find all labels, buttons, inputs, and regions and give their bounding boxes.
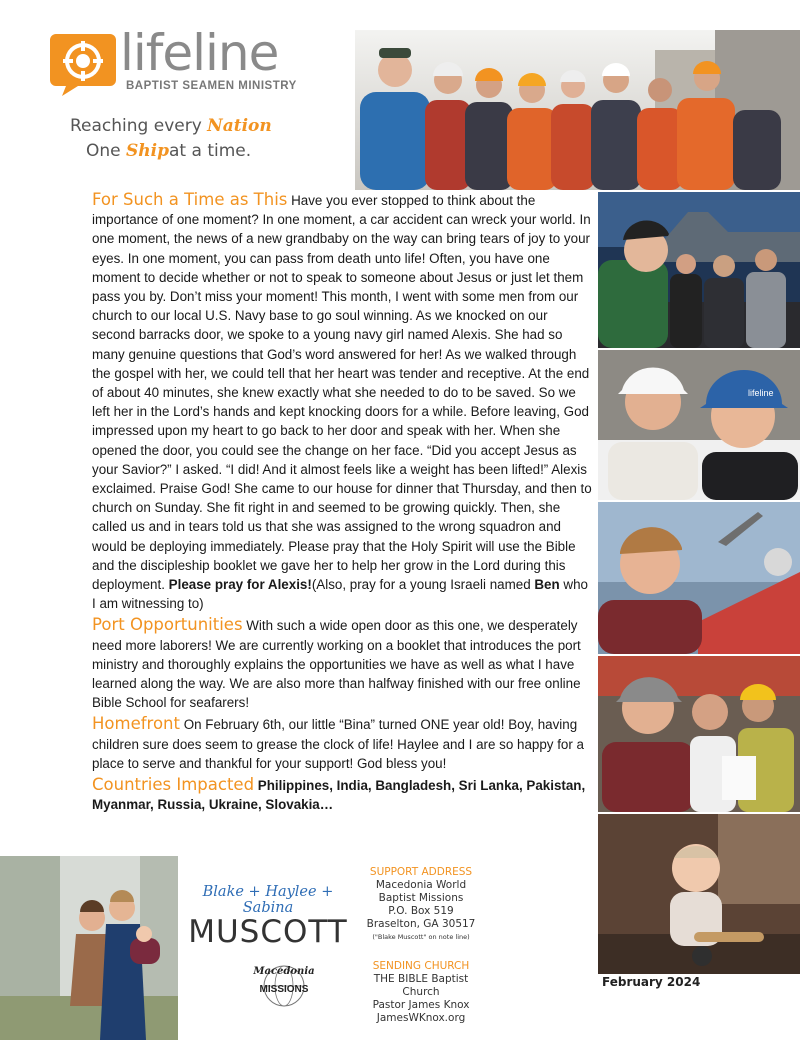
tagline-text: at a time.: [169, 141, 252, 161]
church-label: SENDING CHURCH: [372, 960, 470, 972]
tagline-highlight: Nation: [207, 116, 272, 136]
section-heading: Homefront: [92, 714, 180, 734]
ship-deck-selfie-photo: [598, 502, 800, 654]
family-photo: [0, 856, 178, 1040]
support-line: P.O. Box 519: [388, 905, 454, 917]
support-line: Braselton, GA 30517: [366, 918, 476, 930]
section-port-opportunities: [92, 615, 592, 712]
section-heading: For Such a Time as This: [92, 190, 288, 209]
macedonia-missions-logo: [244, 952, 324, 1012]
tagline-text: Reaching every: [70, 116, 208, 136]
first-names: Blake + Haylee + Sabina: [202, 884, 334, 916]
tagline-text: One: [86, 141, 127, 161]
section-body: who I am witnessing to): [92, 577, 588, 612]
church-line: Pastor James Knox: [372, 999, 470, 1011]
church-line: THE BIBLE Baptist Church: [373, 973, 469, 998]
hardhat-selfie-photo: [598, 350, 800, 500]
newsletter-article: [92, 190, 592, 817]
svg-text:lifeline: lifeline: [748, 388, 774, 398]
tagline: [70, 114, 272, 164]
section-body: On February 6th, our little “Bina” turned ONE year old! Boy, having children sure does seem to grease the clock of life! Haylee and I are so happy for a place to serve and thankful for your support! God bless you!: [92, 717, 585, 771]
support-note: ("Blake Muscott" on note line): [372, 933, 470, 941]
logo-subtitle: BAPTIST SEAMEN MINISTRY: [126, 80, 297, 92]
last-name: MUSCOTT: [188, 914, 348, 950]
lifeline-logo: [48, 24, 298, 100]
baby-photo: [598, 814, 800, 974]
support-label: SUPPORT ADDRESS: [369, 866, 473, 878]
section-heading: Countries Impacted: [92, 775, 255, 795]
mac-logo-missions: MISSIONS: [259, 984, 309, 995]
section-countries: [92, 775, 592, 814]
missionary-names: [178, 884, 358, 948]
support-address: [356, 866, 486, 944]
tagline-line-1: [70, 114, 272, 139]
issue-date: February 2024: [602, 975, 701, 989]
tagline-line-2: [70, 139, 272, 164]
navy-ship-selfie-photo: [598, 192, 800, 348]
support-line: Baptist Missions: [378, 892, 464, 904]
church-website: JamesWKnox.org: [376, 1012, 466, 1024]
mac-logo-script: Macedonia: [253, 966, 315, 977]
sending-church: [356, 960, 486, 1025]
logo-wordmark: lifeline: [120, 24, 279, 82]
section-body: With such a wide open door as this one, we desperately need more laborers! We are currently working on a booklet that introduces the port ministry and thoroughly explains the opportunities we have as well as what I have learned along the way. We are also more than halfway finished with our free online Bible School for seafarers!: [92, 618, 581, 711]
countries-list: Philippines, India, Bangladesh, Sri Lanka, Pakistan, Myanmar, Russia, Ukraine, Slovakia…: [92, 778, 586, 813]
section-body: Have you ever stopped to think about the importance of one moment? In one moment, a car accident can wreck your world. In one moment, the news of a new grandbaby on the way can bring tears of joy to your eyes. In one moment, you can pass from death unto life! Often, you have one moment to decide whether or not to speak to someone about Jesus or just let them pass you by. Don’t miss your moment! This month, I went with some men from our church to our local U.S. Navy base to go soul winning. As we knocked on our second barracks door, we spoke to a young navy girl named Alexis. She had so many genuine questions that God’s word answered for her! As we walked through the gospel with her, we could tell that her heart was tender and receptive. At the end of about 40 minutes, she knew exactly what she needed to do to be saved. So we left her in the Lord’s hands and kept knocking doors for a while. Before leaving, God impressed upon my heart to go back to her door and speak with her. When she opened the door, you could see the change on her face. “Did you accept Jesus as your Savior?” I asked. “I did! And it almost feels like a weight has been lifted!” Alexis exclaimed. Praise God! She came to our house for dinner that Thursday, and then to church on Sunday. She fit right in and seemed to be growing quickly. Then, she called us and in tears told us that she was assigned to the wrong squadron and would be deploying immediately. Please pray that the Holy Spirit will use the Bible and the discipleship booklet we gave her to help her grow in the Lord during this deployment.: [92, 193, 592, 593]
support-line: Macedonia World: [375, 879, 467, 891]
crew-group-photo: [355, 30, 800, 190]
tagline-highlight: Ship: [126, 141, 170, 161]
section-such-a-time: [92, 190, 592, 613]
section-body: (Also, pray for a young Israeli named: [311, 577, 535, 593]
lifebuoy-icon: [48, 30, 118, 98]
engine-room-crew-photo: [598, 656, 800, 812]
section-homefront: [92, 714, 592, 773]
name-bold: Ben: [534, 577, 560, 593]
prayer-request-bold: Please pray for Alexis!: [168, 577, 312, 593]
section-heading: Port Opportunities: [92, 615, 243, 635]
